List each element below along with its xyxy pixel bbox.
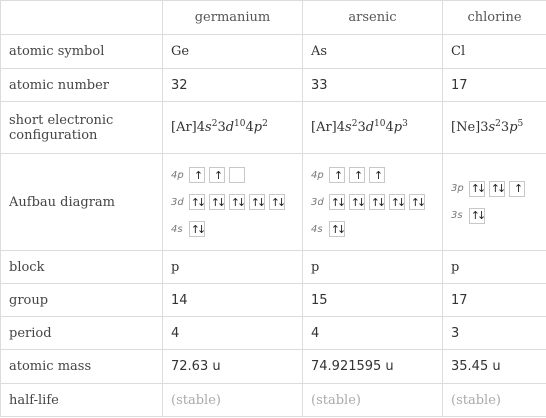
paired-electron-box: ↑↓ bbox=[470, 182, 484, 195]
config-shell: 3 bbox=[357, 120, 366, 135]
orbital-label: 3p bbox=[451, 183, 464, 194]
config-electron-count: 10 bbox=[234, 119, 246, 129]
cell: 15 bbox=[303, 284, 443, 317]
aufbau-diagram bbox=[303, 154, 443, 251]
paired-electron-box: ↑↓ bbox=[190, 222, 204, 236]
cell: 4 bbox=[163, 317, 303, 350]
cell: Ge bbox=[163, 35, 303, 69]
aufbau-diagram bbox=[443, 154, 546, 251]
paired-electron-box: ↑↓ bbox=[410, 195, 424, 209]
table-row bbox=[1, 350, 546, 384]
cell: (stable) bbox=[163, 384, 303, 417]
row-label: atomic number bbox=[1, 69, 163, 102]
single-electron-box: ↑ bbox=[369, 167, 385, 183]
orbital-label: 3s bbox=[451, 210, 463, 221]
orbital-row bbox=[451, 175, 538, 202]
config-cell bbox=[303, 102, 443, 154]
cell: p bbox=[303, 251, 443, 284]
table-row bbox=[1, 284, 546, 317]
column-header: arsenic bbox=[303, 1, 443, 35]
row-label: half-life bbox=[1, 384, 163, 417]
cell: (stable) bbox=[303, 384, 443, 417]
config-subshell: p bbox=[393, 120, 403, 135]
row-label: period bbox=[1, 317, 163, 350]
config-core: [Ne] bbox=[451, 120, 481, 135]
cell: 35.45 u bbox=[443, 350, 546, 384]
config-subshell: s bbox=[205, 120, 212, 135]
config-electron-count: 2 bbox=[351, 119, 358, 129]
header-row bbox=[1, 1, 546, 35]
paired-electron-box: ↑↓ bbox=[390, 195, 404, 209]
cell: 17 bbox=[443, 284, 546, 317]
config-core: [Ar] bbox=[171, 120, 197, 135]
config-subshell: p bbox=[509, 120, 518, 135]
cell: Cl bbox=[443, 35, 546, 69]
paired-electron-box: ↑↓ bbox=[250, 195, 264, 209]
cell: p bbox=[163, 251, 303, 284]
cell: As bbox=[303, 35, 443, 69]
config-electron-count: 3 bbox=[402, 119, 408, 129]
orbital-row bbox=[171, 216, 294, 243]
config-subshell: p bbox=[253, 120, 263, 135]
table-row bbox=[1, 35, 546, 69]
config-electron-count: 2 bbox=[262, 119, 268, 129]
table-row bbox=[1, 384, 546, 417]
cell: 32 bbox=[163, 69, 303, 102]
orbital-row bbox=[171, 162, 294, 189]
config-core: [Ar] bbox=[311, 120, 337, 135]
cell: 33 bbox=[303, 69, 443, 102]
row-label: block bbox=[1, 251, 163, 284]
row-label: atomic symbol bbox=[1, 35, 163, 69]
table-row bbox=[1, 69, 546, 102]
paired-electron-box: ↑↓ bbox=[230, 195, 244, 209]
config-subshell: d bbox=[225, 120, 235, 135]
config-subshell: s bbox=[488, 120, 496, 135]
orbital-row bbox=[311, 216, 434, 243]
row-label: short electronic configuration bbox=[1, 102, 163, 154]
paired-electron-box: ↑↓ bbox=[330, 222, 344, 236]
config-cell bbox=[443, 102, 546, 154]
config-subshell: d bbox=[365, 120, 375, 135]
config-electron-count: 2 bbox=[495, 119, 501, 129]
cell: p bbox=[443, 251, 546, 284]
table-row bbox=[1, 154, 546, 251]
cell: 72.63 u bbox=[163, 350, 303, 384]
orbital-label: 4s bbox=[171, 223, 183, 235]
corner-cell bbox=[1, 1, 163, 35]
config-electron-count: 10 bbox=[374, 119, 386, 129]
cell: (stable) bbox=[443, 384, 546, 417]
column-header: chlorine bbox=[443, 1, 546, 35]
paired-electron-box: ↑↓ bbox=[350, 195, 364, 209]
paired-electron-box: ↑↓ bbox=[330, 195, 344, 209]
cell: 3 bbox=[443, 317, 546, 350]
orbital-row bbox=[311, 162, 434, 189]
table-row bbox=[1, 102, 546, 154]
orbital-label: 3d bbox=[171, 196, 184, 208]
orbital-row bbox=[311, 189, 434, 216]
config-shell: 4 bbox=[196, 120, 206, 135]
paired-electron-box: ↑↓ bbox=[210, 195, 224, 209]
cell: 14 bbox=[163, 284, 303, 317]
paired-electron-box: ↑↓ bbox=[490, 182, 504, 195]
paired-electron-box: ↑↓ bbox=[190, 195, 204, 209]
config-electron-count: 2 bbox=[211, 119, 218, 129]
row-label: atomic mass bbox=[1, 350, 163, 384]
config-electron-count: 5 bbox=[517, 119, 524, 129]
aufbau-diagram bbox=[163, 154, 303, 251]
empty-orbital-box bbox=[229, 167, 245, 183]
paired-electron-box: ↑↓ bbox=[270, 195, 284, 209]
orbital-label: 4p bbox=[171, 169, 184, 181]
orbital-label: 4p bbox=[311, 169, 324, 181]
single-electron-box: ↑ bbox=[349, 167, 365, 183]
row-label: group bbox=[1, 284, 163, 317]
orbital-row bbox=[451, 202, 538, 229]
config-shell: 3 bbox=[217, 120, 226, 135]
config-shell: 3 bbox=[480, 120, 489, 135]
config-shell: 4 bbox=[385, 120, 394, 135]
row-label: Aufbau diagram bbox=[1, 154, 163, 251]
config-shell: 3 bbox=[500, 120, 510, 135]
cell: 17 bbox=[443, 69, 546, 102]
cell: 4 bbox=[303, 317, 443, 350]
paired-electron-box: ↑↓ bbox=[470, 209, 484, 222]
paired-electron-box: ↑↓ bbox=[370, 195, 384, 209]
config-shell: 4 bbox=[245, 120, 254, 135]
single-electron-box: ↑ bbox=[509, 181, 525, 197]
config-shell: 4 bbox=[336, 120, 346, 135]
single-electron-box: ↑ bbox=[329, 167, 345, 183]
table-row bbox=[1, 251, 546, 284]
table-row bbox=[1, 317, 546, 350]
config-subshell: s bbox=[345, 120, 352, 135]
orbital-label: 4s bbox=[311, 223, 323, 235]
single-electron-box: ↑ bbox=[209, 167, 225, 183]
config-cell bbox=[163, 102, 303, 154]
cell: 74.921595 u bbox=[303, 350, 443, 384]
single-electron-box: ↑ bbox=[189, 167, 205, 183]
orbital-row bbox=[171, 189, 294, 216]
orbital-label: 3d bbox=[311, 196, 324, 208]
column-header: germanium bbox=[163, 1, 303, 35]
